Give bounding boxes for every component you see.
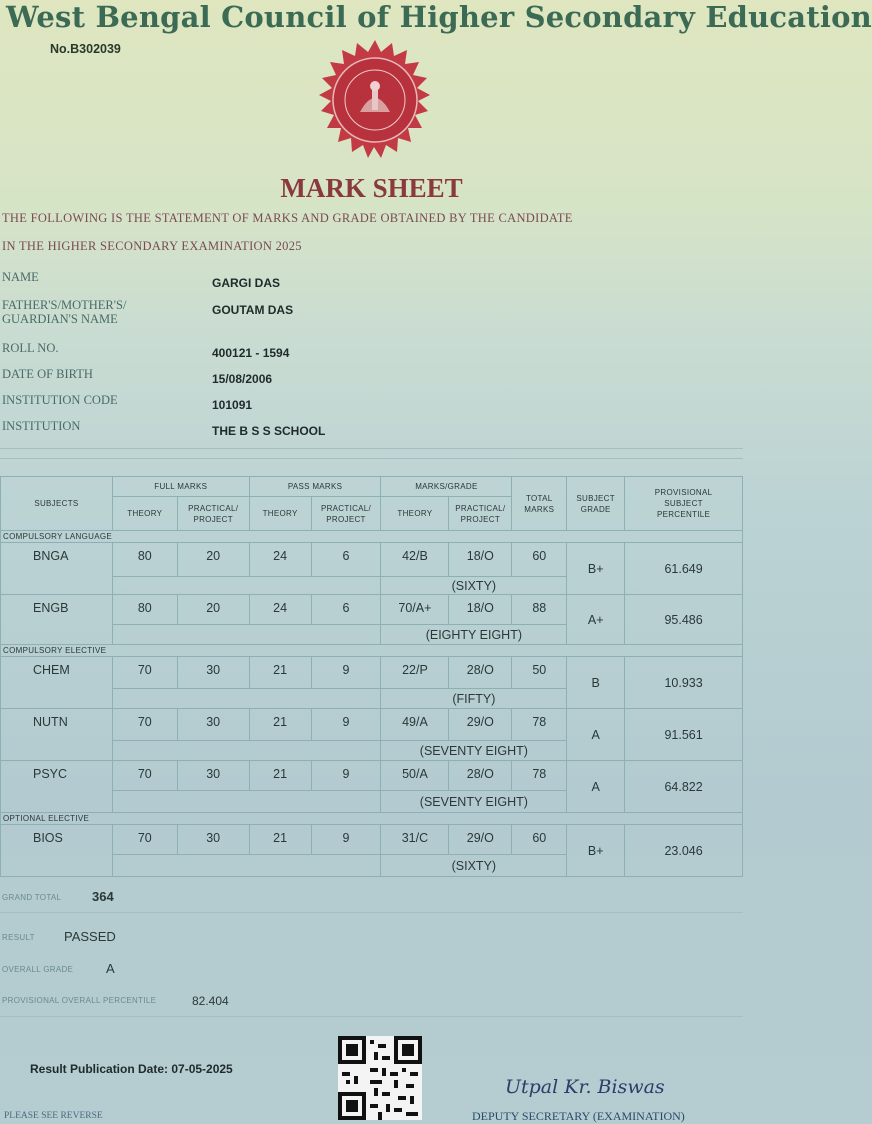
overall-grade: A <box>106 961 115 976</box>
pass-practical: 9 <box>311 657 381 689</box>
subject-code: NUTN <box>1 709 113 761</box>
subject-code: PSYC <box>1 761 113 813</box>
candidate-name: GARGI DAS <box>212 276 281 290</box>
pass-theory: 24 <box>249 543 311 577</box>
result-label: RESULT <box>2 933 35 942</box>
pass-theory-header: THEORY <box>249 497 311 531</box>
subject-grade: A <box>567 761 625 813</box>
marks-grade-header: MARKS/GRADE <box>381 477 512 497</box>
overall-grade-label: OVERALL GRADE <box>2 965 74 974</box>
obtained-theory: 70/A+ <box>381 595 449 625</box>
table-row <box>1 709 743 741</box>
full-practical: 20 <box>177 595 249 625</box>
qr-code <box>338 1036 422 1120</box>
grand-total: 364 <box>92 889 114 904</box>
subject-code: CHEM <box>1 657 113 709</box>
marks-in-words: (SIXTY) <box>381 577 567 595</box>
full-practical: 30 <box>177 709 249 741</box>
table-row <box>1 825 743 855</box>
obtained-theory: 50/A <box>381 761 449 791</box>
full-theory: 70 <box>112 657 177 689</box>
marks-in-words: (FIFTY) <box>381 689 567 709</box>
total-marks: 78 <box>512 761 567 791</box>
total-marks-header: TOTAL MARKS <box>512 477 567 531</box>
table-row <box>1 543 743 577</box>
subject-grade-header: SUBJECT GRADE <box>567 477 625 531</box>
obtained-practical: 18/O <box>449 595 512 625</box>
category-language: COMPULSORY LANGUAGE <box>1 531 743 543</box>
institution-label: INSTITUTION <box>2 419 81 433</box>
pass-practical: 6 <box>311 595 381 625</box>
pass-practical: 9 <box>311 825 381 855</box>
pass-theory: 21 <box>249 761 311 791</box>
full-practical-header: PRACTICAL/ PROJECT <box>177 497 249 531</box>
total-marks: 78 <box>512 709 567 741</box>
marks-in-words: (SEVENTY EIGHT) <box>381 791 567 813</box>
full-practical: 30 <box>177 657 249 689</box>
date-of-birth: 15/08/2006 <box>212 372 273 386</box>
pass-practical: 6 <box>311 543 381 577</box>
obtained-theory: 22/P <box>381 657 449 689</box>
total-marks: 60 <box>512 543 567 577</box>
subject-grade: B+ <box>567 825 625 877</box>
statement-line-2: IN THE HIGHER SECONDARY EXAMINATION 2025 <box>2 239 302 253</box>
obtained-theory: 31/C <box>381 825 449 855</box>
subject-percentile: 61.649 <box>625 543 743 595</box>
institution-code-label: INSTITUTION CODE <box>2 393 118 407</box>
obtained-practical: 28/O <box>449 761 512 791</box>
subject-percentile: 23.046 <box>625 825 743 877</box>
subject-code: ENGB <box>1 595 113 645</box>
pass-practical-header: PRACTICAL/ PROJECT <box>311 497 381 531</box>
overall-percentile: 82.404 <box>192 994 229 1008</box>
subject-percentile: 95.486 <box>625 595 743 645</box>
pass-theory: 21 <box>249 657 311 689</box>
institution-code: 101091 <box>212 398 253 412</box>
category-optional: OPTIONAL ELECTIVE <box>1 813 743 825</box>
name-label: NAME <box>2 270 39 284</box>
guardian-name: GOUTAM DAS <box>212 303 294 317</box>
full-practical: 20 <box>177 543 249 577</box>
pass-theory: 21 <box>249 709 311 741</box>
total-marks: 60 <box>512 825 567 855</box>
obtained-practical: 18/O <box>449 543 512 577</box>
subject-percentile: 10.933 <box>625 657 743 709</box>
guardian-label <box>2 298 126 326</box>
obtained-practical: 29/O <box>449 825 512 855</box>
category-elective: COMPULSORY ELECTIVE <box>1 645 743 657</box>
pass-marks-header: PASS MARKS <box>249 477 381 497</box>
guardian-label-line-2: GUARDIAN'S NAME <box>2 312 118 326</box>
header-row-1 <box>1 477 743 497</box>
obtained-theory: 49/A <box>381 709 449 741</box>
percentile-header: PROVISIONAL SUBJECT PERCENTILE <box>625 477 743 531</box>
marks-in-words: (EIGHTY EIGHT) <box>381 625 567 645</box>
council-seal <box>308 38 442 172</box>
subject-code: BNGA <box>1 543 113 595</box>
document-title: MARK SHEET <box>280 173 463 203</box>
obtained-theory: 42/B <box>381 543 449 577</box>
marks-in-words: (SIXTY) <box>381 855 567 877</box>
dob-label: DATE OF BIRTH <box>2 367 93 381</box>
result-status: PASSED <box>64 929 116 944</box>
obtained-theory-header: THEORY <box>381 497 449 531</box>
subject-percentile: 64.822 <box>625 761 743 813</box>
subject-grade: A+ <box>567 595 625 645</box>
full-theory: 80 <box>112 543 177 577</box>
full-theory: 70 <box>112 761 177 791</box>
signature: Utpal Kr. Biswas <box>505 1076 665 1098</box>
total-marks: 88 <box>512 595 567 625</box>
full-theory-header: THEORY <box>112 497 177 531</box>
subject-grade: A <box>567 709 625 761</box>
subject-percentile: 91.561 <box>625 709 743 761</box>
pass-theory: 21 <box>249 825 311 855</box>
institution-name: THE B S S SCHOOL <box>212 424 326 438</box>
pass-theory: 24 <box>249 595 311 625</box>
overall-percentile-label: PROVISIONAL OVERALL PERCENTILE <box>2 996 157 1005</box>
table-row <box>1 761 743 791</box>
council-heading: West Bengal Council of Higher Secondary Education <box>6 0 872 34</box>
roll-number: 400121 - 1594 <box>212 346 290 360</box>
guardian-label-line-1: FATHER'S/MOTHER'S/ <box>2 298 127 312</box>
subject-code: BIOS <box>1 825 113 877</box>
obtained-practical-header: PRACTICAL/ PROJECT <box>449 497 512 531</box>
publication-date: Result Publication Date: 07-05-2025 <box>30 1062 233 1076</box>
full-theory: 80 <box>112 595 177 625</box>
see-reverse-note: PLEASE SEE REVERSE <box>4 1111 103 1121</box>
obtained-practical: 29/O <box>449 709 512 741</box>
full-practical: 30 <box>177 761 249 791</box>
grand-total-label: GRAND TOTAL <box>2 893 62 902</box>
marks-in-words: (SEVENTY EIGHT) <box>381 741 567 761</box>
serial-number: No.B302039 <box>50 42 121 56</box>
full-marks-header: FULL MARKS <box>112 477 249 497</box>
full-practical: 30 <box>177 825 249 855</box>
pass-practical: 9 <box>311 709 381 741</box>
deputy-secretary-title: DEPUTY SECRETARY (EXAMINATION) <box>472 1109 685 1123</box>
subjects-header: SUBJECTS <box>1 477 113 531</box>
table-row <box>1 657 743 689</box>
roll-label: ROLL NO. <box>2 341 59 355</box>
obtained-practical: 28/O <box>449 657 512 689</box>
full-theory: 70 <box>112 825 177 855</box>
subject-grade: B+ <box>567 543 625 595</box>
subject-grade: B <box>567 657 625 709</box>
table-row <box>1 595 743 625</box>
total-marks: 50 <box>512 657 567 689</box>
statement-line-1: THE FOLLOWING IS THE STATEMENT OF MARKS AND GRADE OBTAINED BY THE CANDIDATE <box>2 211 573 225</box>
full-theory: 70 <box>112 709 177 741</box>
pass-practical: 9 <box>311 761 381 791</box>
marks-table <box>0 476 743 877</box>
